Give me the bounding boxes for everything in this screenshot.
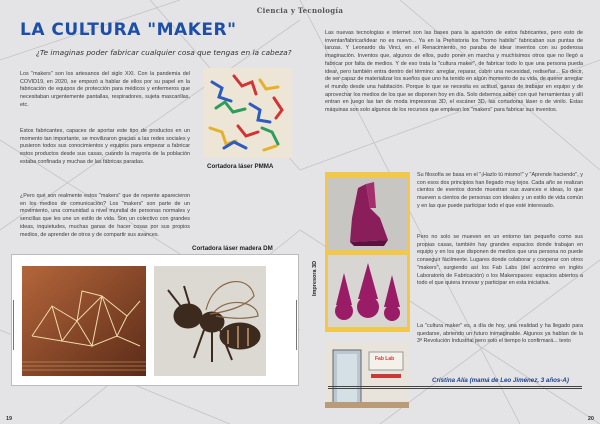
signature-rule-bottom [328, 388, 582, 389]
fablab-entrance-photo [325, 342, 409, 408]
right-paragraph-2: Su filosofía se basa en el "¡Hazlo tú mismo!" y "Aprende haciendo", y con esos dos principios han llegado muy lejos. Cada año se realizan cientos de eventos donde muestran sus avances e ideas, lo que mueven a cientos de personas con ideales y un estilo de vida común y en las que puede participar todo el que esté interesado. [417, 172, 583, 209]
printed-gnomes-photo [328, 255, 407, 327]
article-title: LA CULTURA "MAKER" [20, 20, 237, 40]
pmma-laser-cut-photo [204, 68, 292, 158]
left-paragraph-2: Estos fabricantes, capaces de aportar este tipo de productos en un momento tan importante, se movilizaron gracias a las redes sociales y pusieron todos sus conocimientos y equipos para empezar a fabricar estos productos desde sus casas, cuando la mayoría de la población estaba confinada y muchas de las fábricas paradas. [20, 128, 190, 165]
page-number-right: 20 [587, 416, 594, 422]
wood-caption: Cortadora láser madera DM [192, 245, 273, 252]
fablab-sign: Fab Lab [375, 356, 395, 362]
section-header [0, 0, 600, 15]
ruler-marks-left [13, 300, 20, 350]
pmma-caption: Cortadora láser PMMA [207, 163, 274, 170]
page-number-left: 19 [6, 416, 13, 422]
signature-rule-top [328, 386, 582, 387]
section-title: Ciencia y Tecnología [256, 6, 344, 15]
origami-rabbit-photo [328, 178, 407, 250]
left-paragraph-1: Los "makers" son los artesanos del siglo XXI. Con la pandemia del COVID19, en 2020, se empezó a hablar de ellos por su papel en la fabricación de equipos de protección para médicos y enfermeros que necesitaban urgentemente pantallas, respiradores, sujeta mascarillas, etc. [20, 71, 190, 108]
right-paragraph-4: La "cultura maker" es, a día de hoy, una realidad y ha llegado para quedarse, abriendo un futuro inimaginable. Algunos ya hablan de la 3ª Revolución Industrial pero solo el tiempo lo confirmará... texto [417, 323, 583, 345]
author-signature: Cristina Alía (mamá de Leo Jiménez, 3 años-A) [432, 377, 569, 384]
article-subtitle: ¿Te imaginas poder fabricar cualquier cosa que tengas en la cabeza? [36, 48, 292, 57]
wooden-bee-photo [154, 266, 266, 376]
geometric-wood-cut-photo [22, 266, 146, 376]
left-paragraph-3: ¿Pero qué son realmente estos "makers" que de repente aparecieron en los medios de comunicación? Los "makers" son parte de un movimiento, una comunidad a nivel mundial de personas normales y sencillas que les une un estilo de vida. Son un colectivo con grandes ideas, inquietudes, muchas ganas de hacer cosas por sus propios medios, de aprender de otros y de compartir sus avances. [20, 193, 190, 238]
printer-label: Impresora 3D [312, 260, 318, 296]
ruler-marks-right [290, 300, 297, 350]
right-paragraph-3: Pero no solo se mueven en un entorno tan pequeño como sus propias casas, también hay grandes espacios donde trabajan en equipo y en los que disponen de medios que una persona no puede conseguir fácilmente. Lugares donde colaborar y cooperar con otros "makers", surgiendo así los Fab Labs (del acrónimo en inglés Laboratorio de Fabricación) o los Makerspaces: espacios abiertos a todo el que quiera innovar y participar en esta iniciativa. [417, 234, 583, 287]
right-paragraph-1: Las nuevas tecnologías e internet son las bases para la aparición de estos fabricantes, pero esto de inventar/fabricar/idear no es nuevo... Ya en la Prehistoria los "homo habilis" fabricaban sus puntas de lanzas. Y Leonardo da Vinci, en el Renacimiento, no paraba de idear inventos con su poderosa imaginación. Inventos que, algunos de ellos, pudo poner en marcha y muchísimos otros que no llegó a fabricar por falta de medios. Y de eso trata la "cultura maker", de fabricar todo lo que una persona pueda idear, pero también entra dentro del término: arreglar, reparar, cubrir una necesidad, rediseñar... Es decir, de ser capaz de materializar los sueños que uno ha tenido en algún momento de su vida, de querer arreglar el mundo desde una habitación. Porque lo que se necesita es actitud, ganas de trabajar en equipo y de aprovechar los medios de los que se disponen hoy en día. Solo debemos saber con qué herramientas y allí entran en juego las tan de moda impresoras 3D, el escáner 3D, las cortadoras láser o de vinilo. Estas máquinas son solo algunos de los recursos que emplean los "makers" para fabricar sus inventos. [325, 30, 584, 114]
